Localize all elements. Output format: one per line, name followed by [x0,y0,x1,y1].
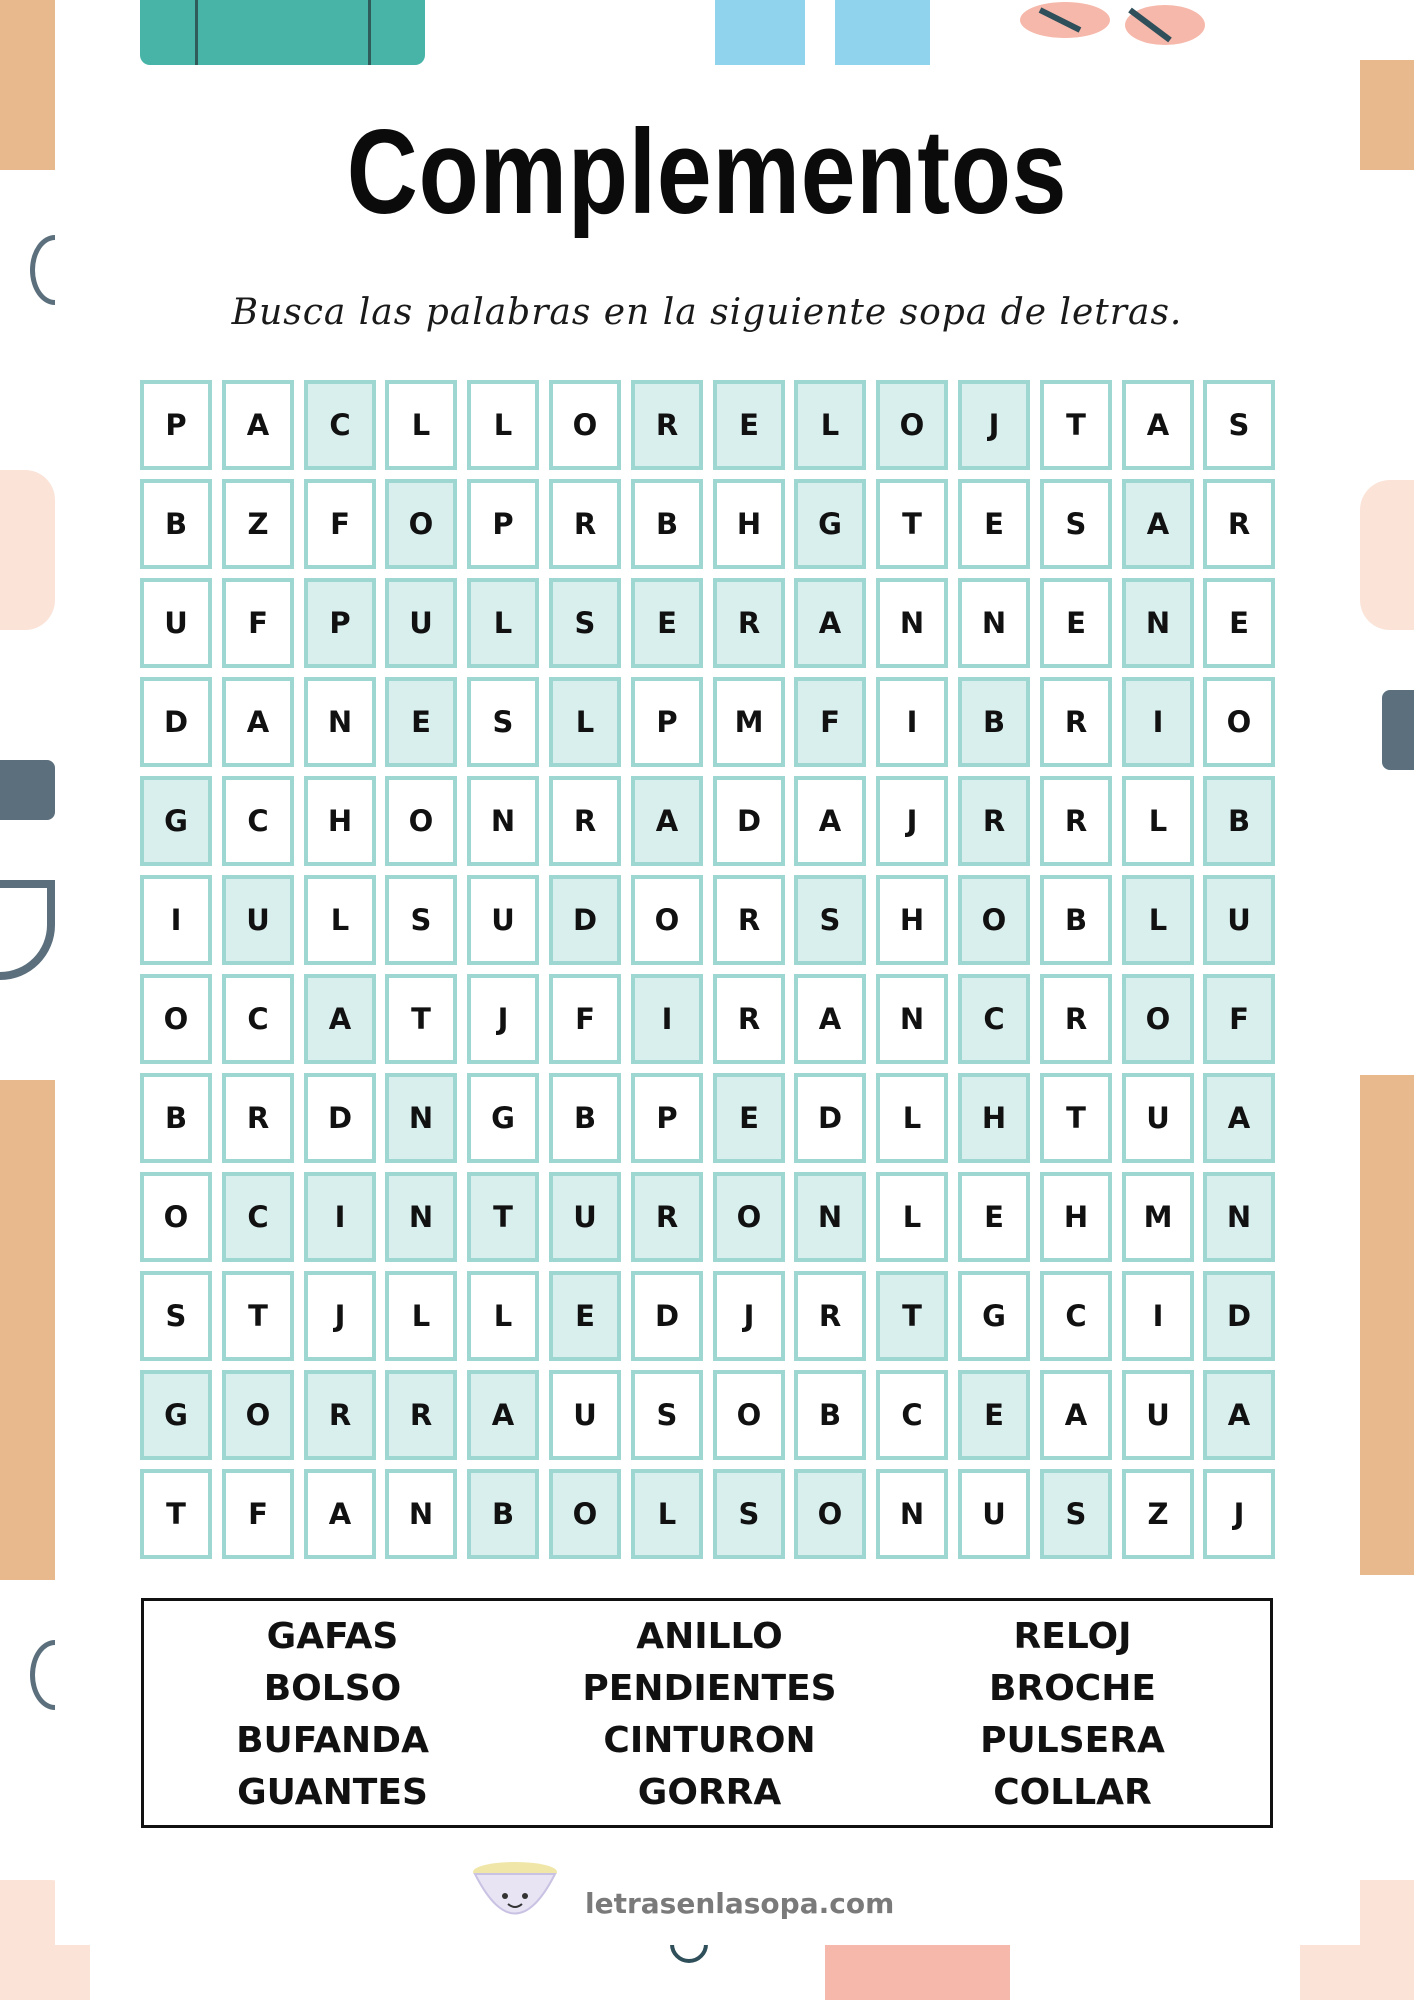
grid-cell[interactable]: Z [1122,1469,1194,1559]
grid-cell[interactable]: T [140,1469,212,1559]
word-item: BUFANDA [236,1720,429,1761]
grid-cell[interactable]: D [794,1073,866,1163]
grid-cell[interactable]: L [467,380,539,470]
grid-cell[interactable]: J [713,1271,785,1361]
hat-illustration [0,760,55,820]
jeans-gap [805,0,835,65]
grid-cell[interactable]: U [1122,1073,1194,1163]
grid-cell[interactable]: E [958,1370,1030,1460]
grid-cell[interactable]: B [958,677,1030,767]
grid-cell[interactable]: J [304,1271,376,1361]
grid-cell[interactable]: D [631,1271,703,1361]
grid-cell[interactable]: C [1040,1271,1112,1361]
grid-cell[interactable]: A [304,974,376,1064]
grid-cell[interactable]: F [222,578,294,668]
grid-cell[interactable]: R [304,1370,376,1460]
grid-cell[interactable]: I [140,875,212,965]
grid-cell[interactable]: T [222,1271,294,1361]
grid-cell[interactable]: A [304,1469,376,1559]
grid-cell[interactable]: E [549,1271,621,1361]
grid-cell[interactable]: R [794,1271,866,1361]
grid-cell[interactable]: A [794,776,866,866]
website-link[interactable]: letrasenlasopa.com [585,1887,895,1920]
grid-cell[interactable]: I [304,1172,376,1262]
grid-cell[interactable]: U [958,1469,1030,1559]
grid-cell[interactable]: R [549,776,621,866]
grid-cell[interactable]: N [385,1073,457,1163]
grid-cell[interactable]: A [1040,1370,1112,1460]
grid-cell[interactable]: R [222,1073,294,1163]
glasses-illustration [1382,690,1414,770]
grid-cell[interactable]: U [140,578,212,668]
grid-cell[interactable]: E [713,380,785,470]
grid-cell[interactable]: O [1122,974,1194,1064]
grid-cell[interactable]: C [304,380,376,470]
grid-cell[interactable]: N [876,1469,948,1559]
grid-cell[interactable]: D [1203,1271,1275,1361]
grid-cell[interactable]: C [222,974,294,1064]
grid-cell[interactable]: J [876,776,948,866]
grid-cell[interactable]: I [1122,677,1194,767]
grid-cell[interactable]: D [713,776,785,866]
grid-cell[interactable]: U [222,875,294,965]
grid-cell[interactable]: A [222,677,294,767]
grid-cell[interactable]: N [385,1172,457,1262]
flip-flops-illustration [1020,0,1210,60]
bag-illustration [1360,60,1414,170]
grid-cell[interactable]: R [713,578,785,668]
word-item: COLLAR [993,1772,1152,1813]
grid-cell[interactable]: U [467,875,539,965]
grid-cell[interactable]: D [304,1073,376,1163]
word-item: BROCHE [989,1668,1156,1709]
word-item: CINTURON [603,1720,816,1761]
word-item: ANILLO [636,1616,783,1657]
grid-cell[interactable]: L [1122,875,1194,965]
grid-cell[interactable]: C [222,1172,294,1262]
grid-cell[interactable]: R [385,1370,457,1460]
word-list-column-1 [144,1611,521,1819]
grid-cell[interactable]: E [385,677,457,767]
grid-cell[interactable]: L [549,677,621,767]
word-item: BOLSO [263,1668,402,1709]
grid-cell[interactable]: I [631,974,703,1064]
grid-cell[interactable]: A [1122,479,1194,569]
grid-cell[interactable]: A [794,578,866,668]
grid-cell[interactable]: F [304,479,376,569]
grid-cell[interactable]: A [1122,380,1194,470]
grid-cell[interactable]: S [549,578,621,668]
grid-cell[interactable]: T [1040,380,1112,470]
page-title: Complementos [346,105,1068,239]
grid-cell[interactable]: R [1040,974,1112,1064]
grid-cell[interactable]: J [467,974,539,1064]
grid-cell[interactable]: B [794,1370,866,1460]
grid-cell[interactable]: S [1040,1469,1112,1559]
grid-cell[interactable]: E [1040,578,1112,668]
grid-cell[interactable]: N [1203,1172,1275,1262]
grid-cell[interactable]: C [876,1370,948,1460]
grid-cell[interactable]: N [876,974,948,1064]
word-item: GORRA [637,1772,782,1813]
grid-cell[interactable]: R [549,479,621,569]
grid-cell[interactable]: U [1122,1370,1194,1460]
patterned-bag-illustration [0,470,55,630]
grid-cell[interactable]: M [1122,1172,1194,1262]
grid-cell[interactable]: G [140,776,212,866]
grid-cell[interactable]: J [1203,1469,1275,1559]
grid-cell[interactable]: P [304,578,376,668]
soup-bowl-logo-icon [470,1858,560,1928]
bag-illustration [1360,1075,1414,1575]
grid-cell[interactable]: U [549,1370,621,1460]
grid-cell[interactable]: I [1122,1271,1194,1361]
grid-cell[interactable]: U [1203,875,1275,965]
grid-cell[interactable]: S [140,1271,212,1361]
grid-cell[interactable]: E [958,479,1030,569]
grid-cell[interactable]: A [222,380,294,470]
grid-cell[interactable]: P [140,380,212,470]
grid-cell[interactable]: O [549,1469,621,1559]
grid-cell[interactable]: R [1040,776,1112,866]
bag-illustration [0,0,55,170]
grid-cell[interactable]: O [385,776,457,866]
grid-cell[interactable]: N [304,677,376,767]
grid-cell[interactable]: L [304,875,376,965]
grid-cell[interactable]: O [140,974,212,1064]
grid-cell[interactable]: N [1122,578,1194,668]
grid-cell[interactable]: U [549,1172,621,1262]
grid-cell[interactable]: R [713,974,785,1064]
grid-cell[interactable]: L [631,1469,703,1559]
word-item: GAFAS [266,1616,399,1657]
grid-cell[interactable]: R [1203,479,1275,569]
grid-cell[interactable]: R [631,380,703,470]
patterned-bag-illustration [1360,480,1414,630]
grid-cell[interactable]: F [222,1469,294,1559]
grid-cell[interactable]: H [958,1073,1030,1163]
grid-cell[interactable]: O [1203,677,1275,767]
grid-cell[interactable]: H [304,776,376,866]
grid-cell[interactable]: G [467,1073,539,1163]
grid-cell[interactable]: O [140,1172,212,1262]
grid-cell[interactable]: A [794,974,866,1064]
grid-cell[interactable]: L [1122,776,1194,866]
grid-cell[interactable]: R [713,875,785,965]
grid-cell[interactable]: G [140,1370,212,1460]
grid-cell[interactable]: B [1040,875,1112,965]
grid-cell[interactable]: N [876,578,948,668]
grid-cell[interactable]: N [958,578,1030,668]
grid-cell[interactable]: E [958,1172,1030,1262]
word-search-grid [140,380,1274,1560]
word-item: PENDIENTES [582,1668,837,1709]
grid-cell[interactable]: R [631,1172,703,1262]
word-list-box [141,1598,1273,1828]
grid-cell[interactable]: A [467,1370,539,1460]
grid-cell[interactable]: N [385,1469,457,1559]
grid-cell[interactable]: T [876,1271,948,1361]
grid-cell[interactable]: G [794,479,866,569]
grid-cell[interactable]: L [467,578,539,668]
grid-cell[interactable]: N [794,1172,866,1262]
grid-cell[interactable]: O [958,875,1030,965]
grid-cell[interactable]: H [876,875,948,965]
grid-cell[interactable]: T [876,479,948,569]
grid-cell[interactable]: L [876,1073,948,1163]
shirt-collar-illustration [195,0,371,65]
grid-cell[interactable]: R [1040,677,1112,767]
grid-cell[interactable]: I [876,677,948,767]
grid-cell[interactable]: L [385,380,457,470]
word-list-column-2 [521,1611,898,1819]
grid-cell[interactable]: B [549,1073,621,1163]
word-item: RELOJ [1013,1616,1132,1657]
grid-cell[interactable]: S [631,1370,703,1460]
grid-cell[interactable]: E [631,578,703,668]
word-item: PULSERA [980,1720,1165,1761]
grid-cell[interactable]: S [1040,479,1112,569]
grid-cell[interactable]: G [958,1271,1030,1361]
grid-cell[interactable]: O [794,1469,866,1559]
grid-cell[interactable]: O [631,875,703,965]
grid-cell[interactable]: B [140,1073,212,1163]
grid-cell[interactable]: T [1040,1073,1112,1163]
grid-cell[interactable]: S [794,875,866,965]
word-item: GUANTES [237,1772,428,1813]
grid-cell[interactable]: O [713,1172,785,1262]
grid-cell[interactable]: O [385,479,457,569]
grid-cell[interactable]: S [385,875,457,965]
instructions: Busca las palabras en la siguiente sopa de letras. [231,292,1183,333]
grid-cell[interactable]: E [1203,578,1275,668]
grid-cell[interactable]: R [958,776,1030,866]
grid-cell[interactable]: A [1203,1370,1275,1460]
grid-cell[interactable]: H [1040,1172,1112,1262]
grid-cell[interactable]: F [794,677,866,767]
grid-cell[interactable]: F [549,974,621,1064]
grid-cell[interactable]: O [222,1370,294,1460]
bag-illustration [0,1080,55,1580]
grid-cell[interactable]: M [713,677,785,767]
grid-cell[interactable]: D [140,677,212,767]
grid-cell[interactable]: T [385,974,457,1064]
grid-cell[interactable]: U [385,578,457,668]
grid-cell[interactable]: L [385,1271,457,1361]
grid-cell[interactable]: B [140,479,212,569]
grid-cell[interactable]: F [1203,974,1275,1064]
grid-cell[interactable]: J [958,380,1030,470]
grid-cell[interactable]: C [222,776,294,866]
grid-cell[interactable]: C [958,974,1030,1064]
grid-cell[interactable]: E [713,1073,785,1163]
grid-cell[interactable]: P [467,479,539,569]
grid-cell[interactable]: B [631,479,703,569]
word-list-column-3 [884,1611,1261,1819]
grid-cell[interactable]: N [467,776,539,866]
grid-cell[interactable]: O [713,1370,785,1460]
shorts-illustration [0,880,55,980]
grid-cell[interactable]: L [794,380,866,470]
grid-cell[interactable]: B [1203,776,1275,866]
grid-cell[interactable]: Z [222,479,294,569]
grid-cell[interactable]: S [1203,380,1275,470]
grid-cell[interactable]: L [876,1172,948,1262]
grid-cell[interactable]: P [631,677,703,767]
grid-cell[interactable]: D [549,875,621,965]
grid-cell[interactable]: A [631,776,703,866]
grid-cell[interactable]: A [1203,1073,1275,1163]
grid-cell[interactable]: B [467,1469,539,1559]
grid-cell[interactable]: T [467,1172,539,1262]
grid-cell[interactable]: P [631,1073,703,1163]
grid-cell[interactable]: S [713,1469,785,1559]
grid-cell[interactable]: S [467,677,539,767]
grid-cell[interactable]: L [467,1271,539,1361]
grid-cell[interactable]: O [876,380,948,470]
grid-cell[interactable]: H [713,479,785,569]
grid-cell[interactable]: O [549,380,621,470]
